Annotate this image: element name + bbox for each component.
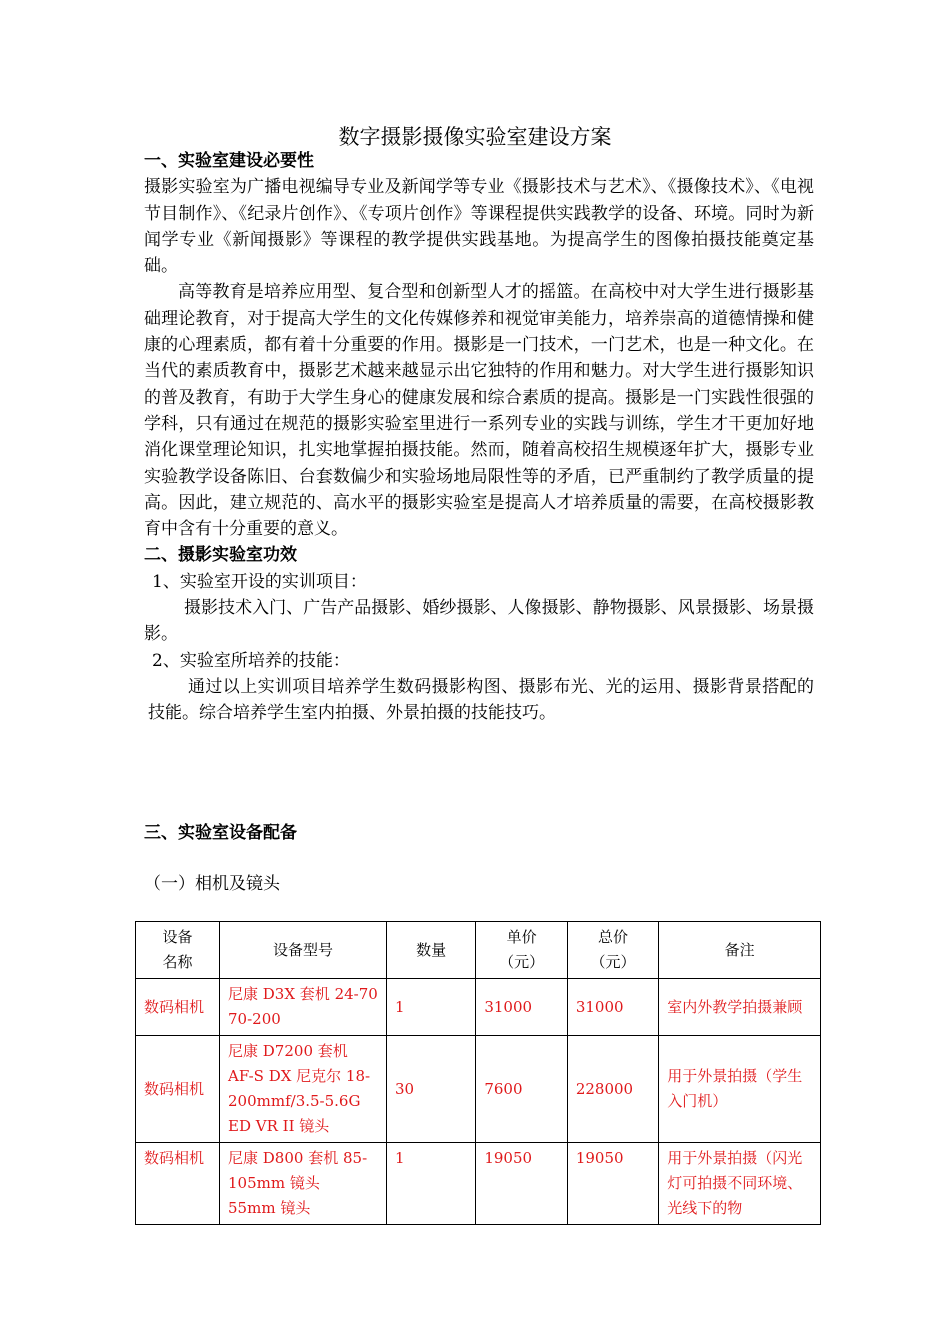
cell-total-price: 228000 [567, 1036, 658, 1143]
section3-subheading: （一）相机及镜头 [144, 874, 280, 894]
table-row [136, 979, 821, 1036]
equipment-table [135, 921, 821, 1225]
table-row [136, 1036, 821, 1143]
cell-model: 尼康 D800 套机 85-105mm 镜头 55mm 镜头 [220, 1143, 387, 1225]
cell-qty: 1 [387, 1143, 476, 1225]
cell-unit-price: 19050 [476, 1143, 567, 1225]
header-note: 备注 [659, 922, 821, 979]
section2-heading: 二、摄影实验室功效 [144, 545, 297, 566]
table-row [136, 1143, 821, 1225]
header-device-name: 设备 名称 [136, 922, 220, 979]
header-device-model: 设备型号 [220, 922, 387, 979]
cell-unit-price: 31000 [476, 979, 567, 1036]
section2-item2-label: 2、实验室所培养的技能： [152, 650, 350, 671]
document-title: 数字摄影摄像实验室建设方案 [338, 125, 612, 149]
section3-heading: 三、实验室设备配备 [144, 823, 297, 843]
section2-item2-text: 通过以上实训项目培养学生数码摄影构图、摄影布光、光的运用、摄影背景搭配的技能。综合培养学生室内拍摄、外景拍摄的技能技巧。 [148, 676, 814, 724]
section1-paragraph2: 高等教育是培养应用型、复合型和创新型人才的摇篮。在高校中对大学生进行摄影基础理论教育，对于提高大学生的文化传媒修养和视觉审美能力，培养崇高的道德情操和健康的心理素质，都有着十分重要的作用。摄影是一门技术，一门艺术，也是一种文化。在当代的素质教育中，摄影艺术越来越显示出它独特的作用和魅力。对大学生进行摄影知识的普及教育，有助于大学生身心的健康发展和综合素质的提高。摄影是一门实践性很强的学科，只有通过在规范的摄影实验室里进行一系列专业的实践与训练，学生才干更加好地消化课堂理论知识，扎实地掌握拍摄技能。然而，随着高校招生规模逐年扩大，摄影专业实验教学设备陈旧、台套数偏少和实验场地局限性等的矛盾，已严重制约了教学质量的提高。因此，建立规范的、高水平的摄影实验室是提高人才培养质量的需要，在高校摄影教育中含有十分重要的意义。 [144, 282, 814, 540]
header-quantity: 数量 [387, 922, 476, 979]
section1-paragraph1: 摄影实验室为广播电视编导专业及新闻学等专业《摄影技术与艺术》、《摄像技术》、《电视节目制作》、《纪录片创作》、《专项片创作》等课程提供实践教学的设备、环境。同时为新闻学专业《新闻摄影》等课程的教学提供实践基地。为提高学生的图像拍摄技能奠定基础。 [144, 177, 814, 277]
cell-unit-price: 7600 [476, 1036, 567, 1143]
cell-name: 数码相机 [136, 1143, 220, 1225]
cell-note: 用于外景拍摄（闪光灯可拍摄不同环境、光线下的物 [659, 1143, 821, 1225]
cell-qty: 1 [387, 979, 476, 1036]
cell-model: 尼康 D7200 套机 AF-S DX 尼克尔 18-200mmf/3.5-5.6G ED VR II 镜头 [220, 1036, 387, 1143]
section2-item1-label: 1、实验室开设的实训项目： [152, 571, 367, 592]
table-header-row [136, 922, 821, 979]
cell-qty: 30 [387, 1036, 476, 1143]
section1-heading: 一、实验室建设必要性 [144, 151, 314, 171]
cell-name: 数码相机 [136, 979, 220, 1036]
document-body [144, 148, 814, 727]
cell-note: 用于外景拍摄（学生入门机） [659, 1036, 821, 1143]
cell-total-price: 31000 [567, 979, 658, 1036]
cell-model: 尼康 D3X 套机 24-70 70-200 [220, 979, 387, 1036]
section2-item1-text: 摄影技术入门、广告产品摄影、婚纱摄影、人像摄影、静物摄影、风景摄影、场景摄影。 [144, 598, 814, 645]
header-unit-price: 单价 （元） [476, 922, 567, 979]
header-total-price: 总价 （元） [567, 922, 658, 979]
cell-name: 数码相机 [136, 1036, 220, 1143]
cell-total-price: 19050 [567, 1143, 658, 1225]
cell-note: 室内外教学拍摄兼顾 [659, 979, 821, 1036]
